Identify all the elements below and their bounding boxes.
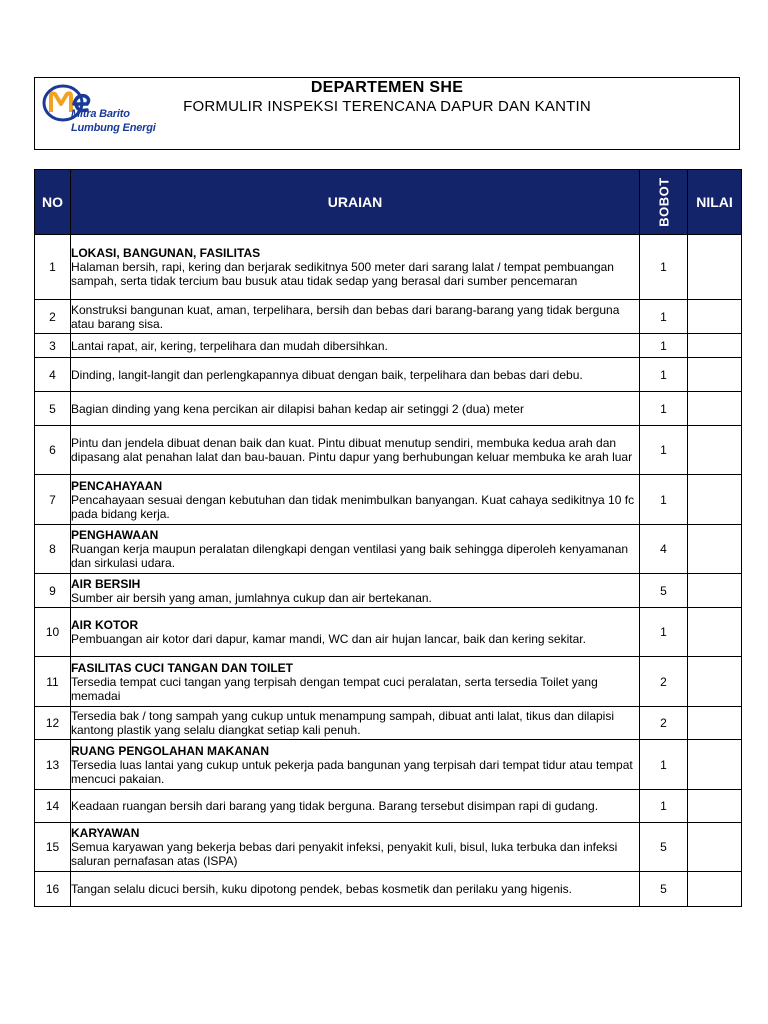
section-heading: PENCAHAYAAN [71, 478, 163, 493]
row-bobot: 5 [640, 872, 688, 907]
row-nilai-cell[interactable] [688, 358, 742, 392]
row-uraian [71, 392, 640, 426]
department-title: DEPARTEMEN SHE [310, 79, 464, 96]
row-bobot: 1 [640, 790, 688, 823]
row-bobot: 5 [640, 574, 688, 608]
row-nilai-cell[interactable] [688, 525, 742, 574]
item-description: Lantai rapat, air, kering, terpelihara dan mudah dibersihkan. [71, 338, 388, 353]
row-uraian [71, 358, 640, 392]
header-nilai: NILAI [688, 170, 742, 235]
row-bobot: 1 [640, 740, 688, 790]
item-description: Pembuangan air kotor dari dapur, kamar mandi, WC dan air hujan lancar, baik dan kering sekitar. [71, 632, 586, 646]
row-uraian [71, 334, 640, 358]
table-row [35, 740, 742, 790]
row-uraian [71, 790, 640, 823]
row-nilai-cell[interactable] [688, 392, 742, 426]
row-nilai-cell[interactable] [688, 872, 742, 907]
row-bobot: 1 [640, 334, 688, 358]
section-heading: LOKASI, BANGUNAN, FASILITAS [71, 246, 261, 260]
item-description: Pencahayaan sesuai dengan kebutuhan dan tidak menimbulkan banyangan. Kuat cahaya sedikitnya 10 fc pada bidang kerja. [71, 492, 635, 521]
item-description: Tangan selalu dicuci bersih, kuku dipotong pendek, bebas kosmetik dan perilaku yang higenis. [71, 882, 572, 896]
item-description: Tersedia tempat cuci tangan yang terpisah dengan tempat cuci peralatan, serta tersedia Toilet yang memadai [71, 674, 598, 703]
section-heading: AIR BERSIH [71, 576, 141, 591]
row-bobot: 2 [640, 657, 688, 707]
form-title: FORMULIR INSPEKSI TERENCANA DAPUR DAN KANTIN [183, 98, 591, 115]
inspection-table [34, 169, 742, 907]
row-number: 8 [35, 525, 71, 574]
row-bobot: 5 [640, 823, 688, 872]
table-row [35, 426, 742, 475]
row-number: 5 [35, 392, 71, 426]
row-uraian [71, 300, 640, 334]
table-row [35, 707, 742, 740]
row-nilai-cell[interactable] [688, 790, 742, 823]
item-description: Keadaan ruangan bersih dari barang yang tidak berguna. Barang tersebut disimpan rapi di gudang. [71, 799, 599, 813]
row-uraian [71, 707, 640, 740]
row-number: 11 [35, 657, 71, 707]
table-header-row [35, 170, 742, 235]
table-row [35, 300, 742, 334]
row-nilai-cell[interactable] [688, 707, 742, 740]
row-bobot: 1 [640, 392, 688, 426]
row-nilai-cell[interactable] [688, 657, 742, 707]
row-bobot: 1 [640, 235, 688, 300]
row-uraian [71, 426, 640, 475]
header-bobot [640, 170, 688, 235]
row-number: 16 [35, 872, 71, 907]
table-row [35, 235, 742, 300]
row-number: 4 [35, 358, 71, 392]
item-description: Bagian dinding yang kena percikan air dilapisi bahan kedap air setinggi 2 (dua) meter [71, 401, 524, 416]
row-uraian [71, 574, 640, 608]
row-nilai-cell[interactable] [688, 740, 742, 790]
row-nilai-cell[interactable] [688, 334, 742, 358]
item-description: Sumber air bersih yang aman, jumlahnya cukup dan air bertekanan. [71, 590, 432, 605]
section-heading: AIR KOTOR [71, 618, 139, 632]
row-bobot: 1 [640, 358, 688, 392]
table-row [35, 657, 742, 707]
table-row [35, 872, 742, 907]
table-row [35, 823, 742, 872]
item-description: Pintu dan jendela dibuat denan baik dan kuat. Pintu dibuat menutup sendiri, membuka kedua arah dan dipasang alat penahan lalat dan bau-bauan. Pintu dapur yang berhubungan keluar membuka ke arah luar [71, 436, 633, 464]
row-number: 7 [35, 475, 71, 525]
row-nilai-cell[interactable] [688, 475, 742, 525]
row-uraian [71, 823, 640, 872]
section-heading: FASILITAS CUCI TANGAN DAN TOILET [71, 660, 293, 675]
row-number: 9 [35, 574, 71, 608]
item-description: Ruangan kerja maupun peralatan dilengkapi dengan ventilasi yang baik sehingga diperoleh kenyamanan dan sirkulasi udara. [71, 542, 629, 570]
row-nilai-cell[interactable] [688, 574, 742, 608]
header-bobot-label: BOBOT [656, 177, 671, 227]
item-description: Tersedia bak / tong sampah yang cukup untuk menampung sampah, dibuat anti lalat, tikus dan dilapisi kantong plastik yang selalu diangkat setiap kali penuh. [71, 709, 614, 737]
row-number: 6 [35, 426, 71, 475]
row-nilai-cell[interactable] [688, 608, 742, 657]
header-uraian: URAIAN [71, 170, 640, 235]
row-uraian [71, 608, 640, 657]
item-description: Semua karyawan yang bekerja bebas dari penyakit infeksi, penyakit kuli, bisul, luka terbuka dan infeksi saluran pernafasan atas (ISPA) [71, 840, 618, 868]
item-description: Konstruksi bangunan kuat, aman, terpelihara, bersih dan bebas dari barang-barang yang tidak berguna atau barang sisa. [71, 302, 620, 331]
row-nilai-cell[interactable] [688, 235, 742, 300]
table-row [35, 608, 742, 657]
table-row [35, 574, 742, 608]
row-bobot: 1 [640, 300, 688, 334]
row-bobot: 2 [640, 707, 688, 740]
logo-text-line1: Mitra Barito [71, 108, 130, 120]
header-no: NO [35, 170, 71, 235]
section-heading: RUANG PENGOLAHAN MAKANAN [71, 743, 269, 758]
section-heading: PENGHAWAAN [71, 528, 159, 542]
table-row [35, 358, 742, 392]
row-uraian [71, 872, 640, 907]
table-row [35, 334, 742, 358]
row-bobot: 1 [640, 426, 688, 475]
row-nilai-cell[interactable] [688, 300, 742, 334]
row-bobot: 4 [640, 525, 688, 574]
table-row [35, 475, 742, 525]
table-row [35, 392, 742, 426]
form-header [34, 77, 740, 150]
table-row [35, 525, 742, 574]
item-description: Dinding, langit-langit dan perlengkapannya dibuat dengan baik, terpelihara dan bebas dari debu. [71, 367, 583, 382]
row-uraian [71, 235, 640, 300]
row-number: 3 [35, 334, 71, 358]
row-nilai-cell[interactable] [688, 823, 742, 872]
row-uraian [71, 525, 640, 574]
table-row [35, 790, 742, 823]
row-number: 13 [35, 740, 71, 790]
row-uraian [71, 657, 640, 707]
row-nilai-cell[interactable] [688, 426, 742, 475]
row-uraian [71, 740, 640, 790]
item-description: Tersedia luas lantai yang cukup untuk pekerja pada bangunan yang terpisah dari tempat tidur atau tempat mencuci pakaian. [71, 757, 633, 786]
row-bobot: 1 [640, 608, 688, 657]
section-heading: KARYAWAN [71, 826, 140, 840]
row-number: 12 [35, 707, 71, 740]
row-number: 10 [35, 608, 71, 657]
row-number: 15 [35, 823, 71, 872]
row-number: 14 [35, 790, 71, 823]
logo-text-line2: Lumbung Energi [71, 122, 156, 134]
row-number: 2 [35, 300, 71, 334]
item-description: Halaman bersih, rapi, kering dan berjarak sedikitnya 500 meter dari sarang lalat / tempat pembuangan sampah, serta tidak tercium bau busuk atau tidak sedap yang berasal dari sumber pencemaran [71, 260, 614, 288]
row-number: 1 [35, 235, 71, 300]
row-bobot: 1 [640, 475, 688, 525]
row-uraian [71, 475, 640, 525]
